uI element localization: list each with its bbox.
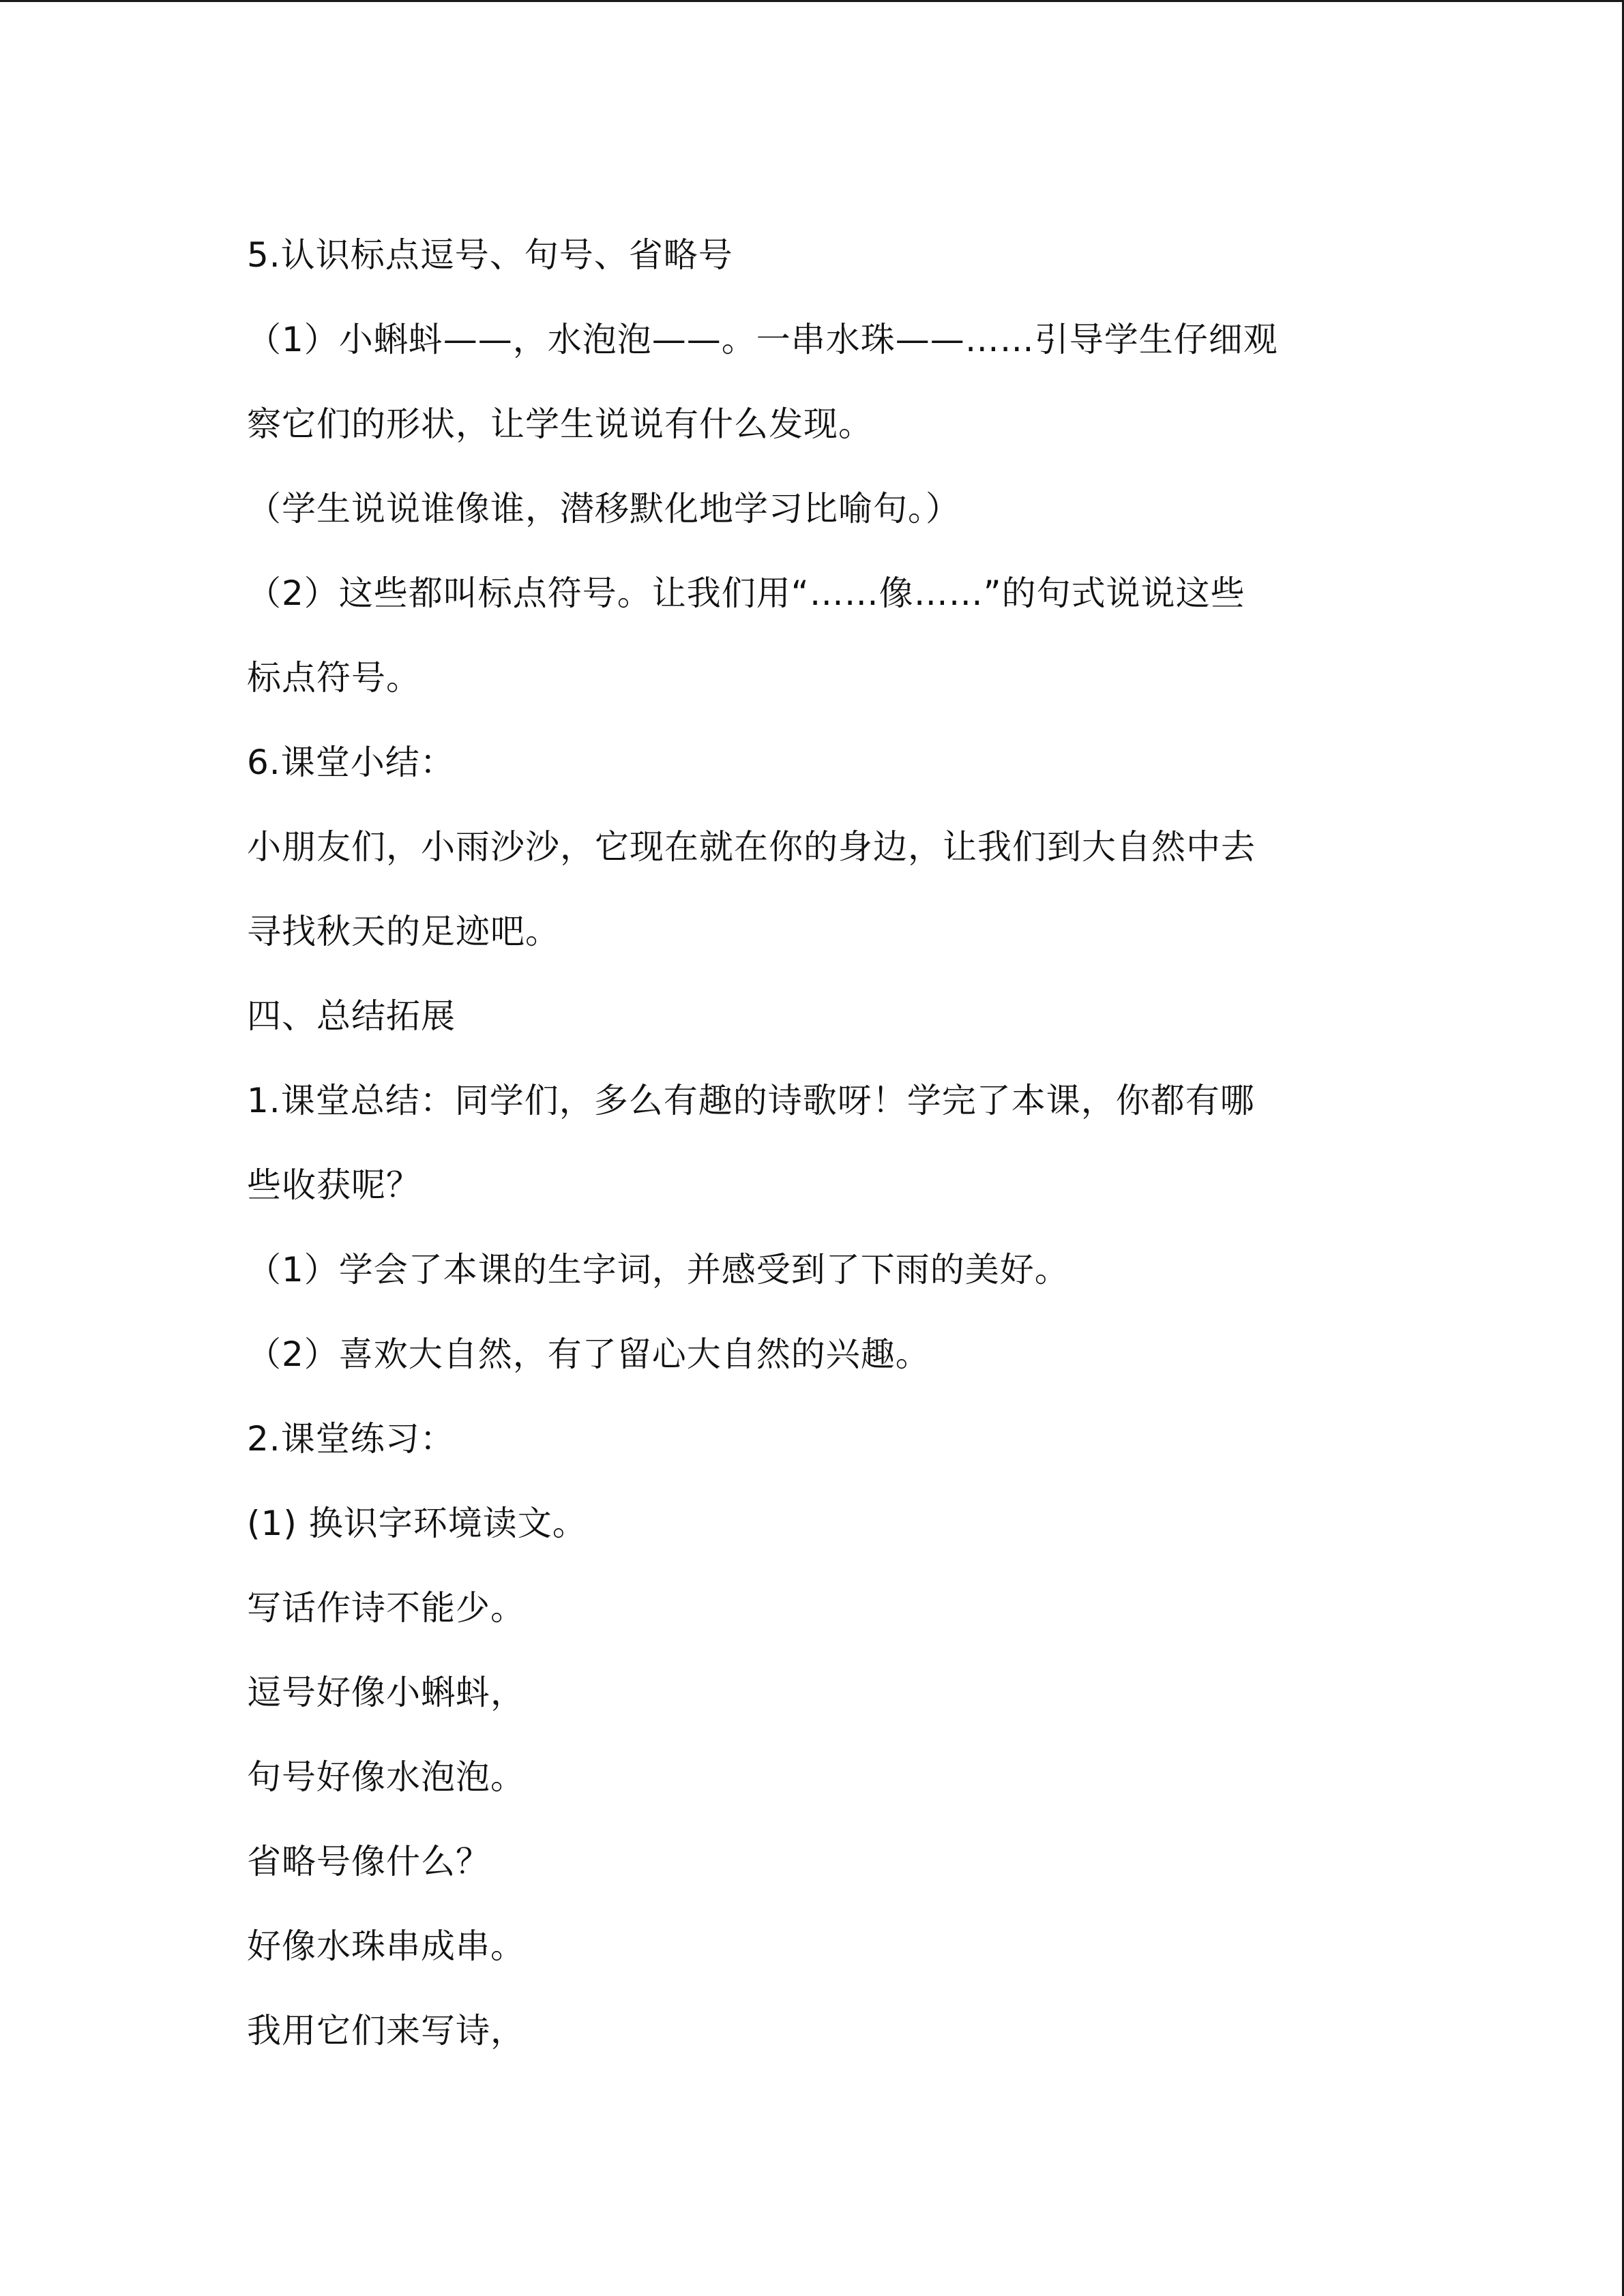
section-heading-extension: 四、总结拓展 <box>247 996 456 1036</box>
paragraph-line: 些收获呢？ <box>247 1165 421 1205</box>
page-top-border <box>0 0 1624 2</box>
list-item: （1）学会了本课的生字词，并感受到了下雨的美好。 <box>247 1250 1069 1289</box>
poem-line: 我用它们来写诗， <box>247 2011 525 2051</box>
section-heading-punctuation: 5.认识标点逗号、句号、省略号 <box>247 235 733 275</box>
list-item: (1) 换识字环境读文。 <box>247 1504 587 1543</box>
poem-line: 写话作诗不能少。 <box>247 1588 525 1628</box>
section-heading-practice: 2.课堂练习： <box>247 1419 455 1459</box>
poem-line: 好像水珠串成串。 <box>247 1926 525 1966</box>
poem-line: 省略号像什么？ <box>247 1842 490 1881</box>
poem-line: 逗号好像小蝌蚪， <box>247 1673 525 1712</box>
document-body <box>247 213 1379 2073</box>
paragraph-line: （2）这些都叫标点符号。让我们用“……像……”的句式说说这些 <box>247 573 1245 613</box>
paragraph-line: 标点符号。 <box>247 658 421 698</box>
paragraph-line: 寻找秋天的足迹吧。 <box>247 912 560 951</box>
paragraph-line: 1.课堂总结：同学们，多么有趣的诗歌呀！学完了本课，你都有哪 <box>247 1081 1255 1120</box>
section-heading-summary: 6.课堂小结： <box>247 743 455 782</box>
list-item: （2）喜欢大自然，有了留心大自然的兴趣。 <box>247 1335 930 1374</box>
paragraph-line: 小朋友们，小雨沙沙，它现在就在你的身边，让我们到大自然中去 <box>247 827 1256 867</box>
paragraph-line: 察它们的形状，让学生说说有什么发现。 <box>247 404 873 444</box>
paragraph-line: （1）小蝌蚪——，水泡泡——。一串水珠——……引导学生仔细观 <box>247 320 1278 359</box>
paragraph-line: （学生说说谁像谁，潜移默化地学习比喻句。） <box>247 489 960 528</box>
poem-line: 句号好像水泡泡。 <box>247 1757 525 1797</box>
